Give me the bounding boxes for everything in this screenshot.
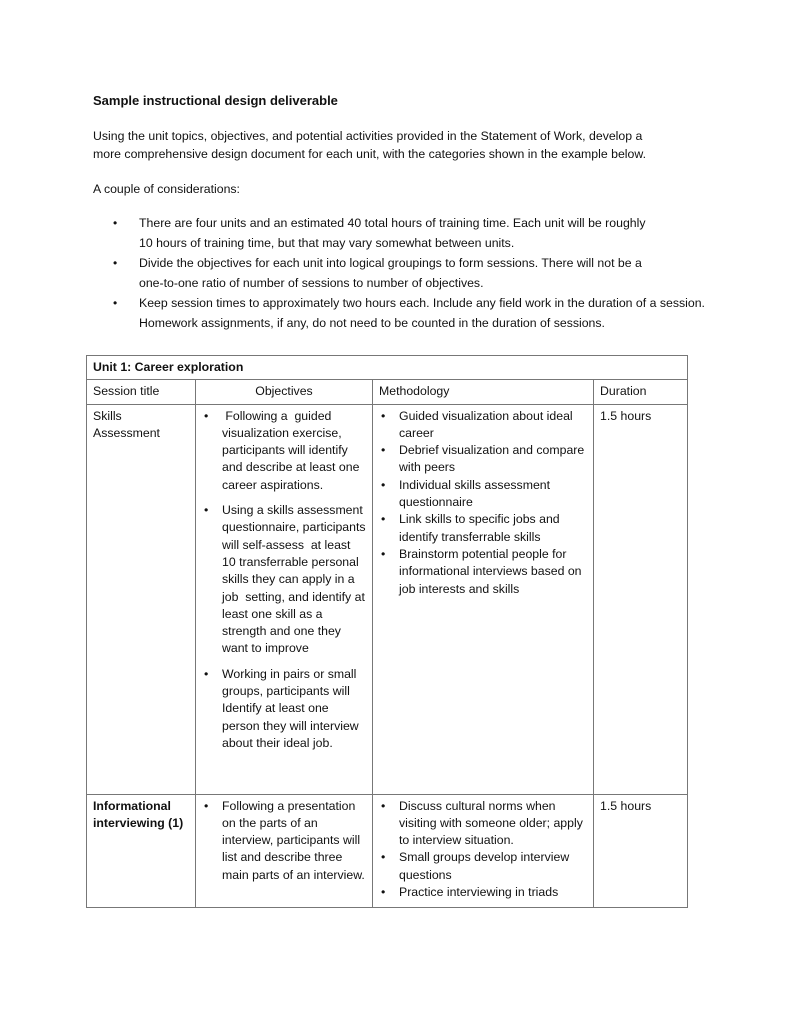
methodology-text: Practice interviewing in triads [399,885,559,900]
header-session-title: Session title [87,380,196,404]
consideration-item [113,293,763,333]
objective-item [202,666,366,752]
session-title-cell [87,794,196,907]
objective-item [202,502,369,658]
consideration-line: Homework assignments, if any, do not need to be counted in the duration of sessions. [139,316,605,330]
unit-title: Unit 1: Career exploration [87,356,688,380]
session-title-cell [87,404,196,794]
session-title: Skills Assessment [93,408,160,440]
objective-text: Following a presentation on the parts of an interview, participants will list and describe three main parts of an interview. [222,798,365,882]
duration-value: 1.5 hours [600,798,652,813]
header-methodology: Methodology [373,380,594,404]
bullet-icon: • [381,408,386,423]
intro-paragraph [93,127,733,163]
methodology-text: Guided visualization about ideal career [399,408,573,440]
methodology-item [379,511,587,546]
objectives-list [202,798,366,884]
consideration-line: Keep session times to approximately two hours each. Include any field work in the duration of a session. [139,296,705,310]
objectives-list [202,408,369,753]
bullet-icon: • [204,798,209,813]
consideration-line: Divide the objectives for each unit into logical groupings to form sessions. There will not be a [139,256,642,270]
bullet-icon: • [381,885,386,900]
methodology-item [379,477,587,512]
methodology-list [379,408,587,598]
methodology-list [379,798,587,902]
consideration-item [113,253,763,293]
objective-text: Using a skills assessment questionnaire, participants will self-assess at least 10 transferrable personal skills they can apply in a job setting, and identify at least one skill as a strength and one they want to improve [222,503,369,656]
duration-value: 1.5 hours [600,408,652,423]
considerations-list [113,213,763,333]
methodology-cell [373,794,594,907]
methodology-text: Small groups develop interview questions [399,850,570,882]
intro-line-2: more comprehensive design document for each unit, with the categories shown in the example below. [93,147,646,161]
bullet-icon: • [204,503,209,518]
bullet-icon: • [381,850,386,865]
methodology-item [379,408,587,443]
bullet-icon: • [113,296,118,310]
table-row [87,794,688,907]
methodology-text: Discuss cultural norms when visiting with someone older; apply to interview situation. [399,798,583,848]
objective-item [202,408,366,494]
header-duration: Duration [594,380,688,404]
unit-header-row [87,356,688,380]
methodology-text: Brainstorm potential people for informational interviews based on job interests and skills [399,546,582,596]
column-header-row [87,380,688,404]
duration-cell [594,794,688,907]
bullet-icon: • [381,546,386,561]
bullet-icon: • [381,477,386,492]
consideration-line: There are four units and an estimated 40 total hours of training time. Each unit will be roughly [139,216,646,230]
objective-text: Following a guided visualization exercise, participants will identify and describe at least one career aspirations. [222,408,363,492]
methodology-text: Debrief visualization and compare with peers [399,443,585,475]
objective-text: Working in pairs or small groups, participants will Identify at least one person they will interview about their ideal job. [222,666,363,750]
intro-line-1: Using the unit topics, objectives, and potential activities provided in the Statement of Work, develop a [93,129,643,143]
table-row [87,404,688,794]
bullet-icon: • [204,666,209,681]
objectives-cell [196,794,373,907]
objectives-cell [196,404,373,794]
methodology-cell [373,404,594,794]
methodology-item [379,798,587,850]
header-objectives: Objectives [196,380,373,404]
bullet-icon: • [381,443,386,458]
bullet-icon: • [113,256,118,270]
document-title: Sample instructional design deliverable [93,93,338,108]
methodology-text: Link skills to specific jobs and identify transferrable skills [399,512,560,544]
consideration-line: 10 hours of training time, but that may vary somewhat between units. [139,236,515,250]
considerations-label: A couple of considerations: [93,182,240,196]
methodology-item [379,884,587,901]
objective-item [202,798,366,884]
methodology-text: Individual skills assessment questionnaire [399,477,551,510]
methodology-item [379,546,587,598]
methodology-item [379,849,587,884]
bullet-icon: • [381,798,386,813]
methodology-item [379,442,587,477]
consideration-line: one-to-one ratio of number of sessions to number of objectives. [139,276,484,290]
bullet-icon: • [381,512,386,527]
consideration-item [113,213,763,253]
bullet-icon: • [113,216,118,230]
duration-cell [594,404,688,794]
unit-design-table [86,355,688,908]
session-title: Informational interviewing (1) [93,798,184,830]
bullet-icon: • [204,408,209,423]
